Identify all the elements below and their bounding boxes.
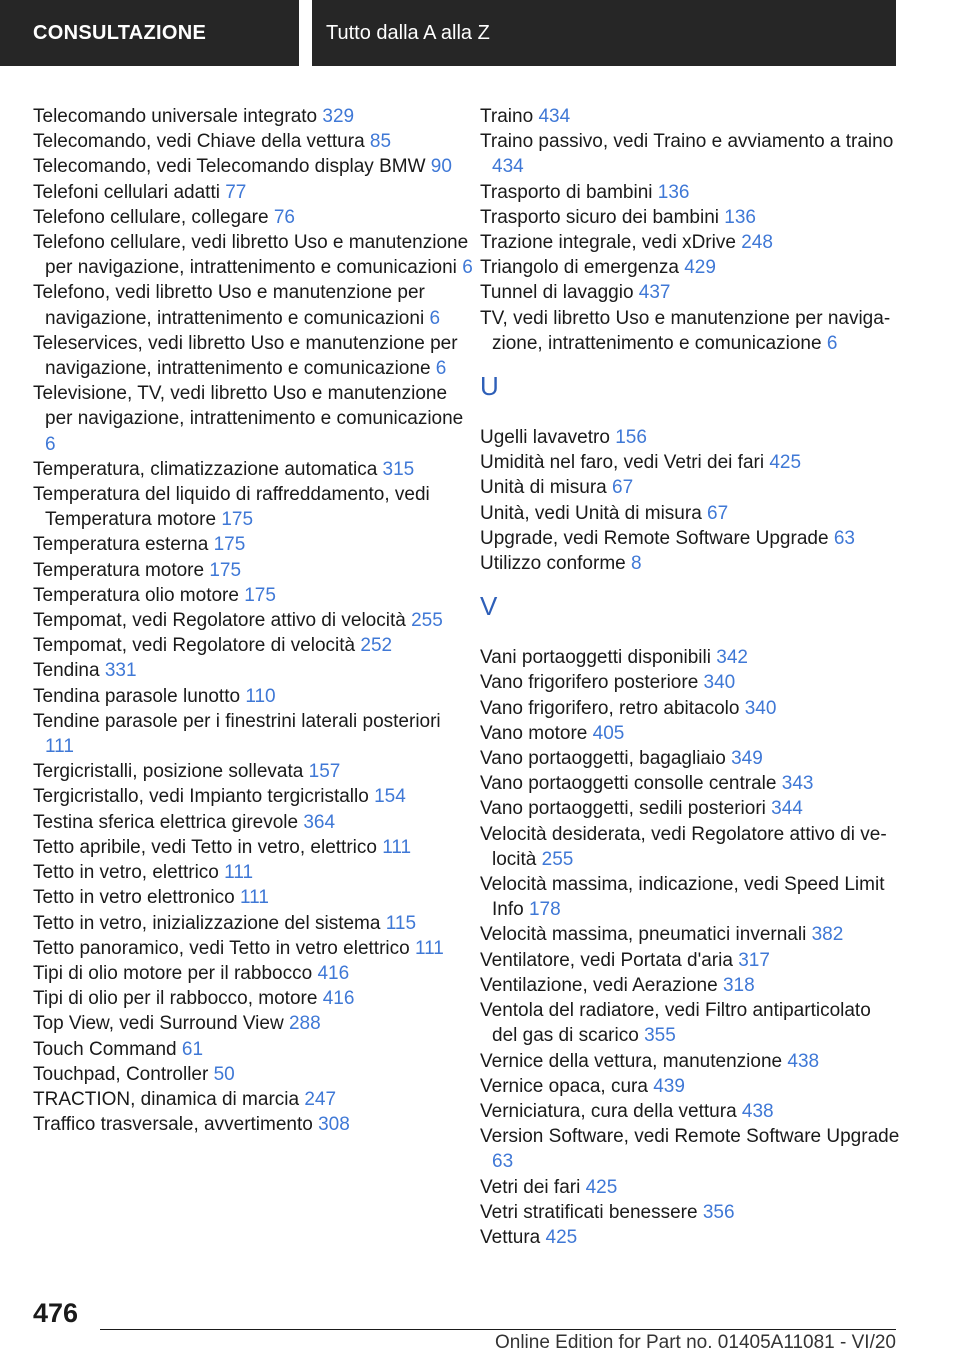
index-entry-text: Vano portaoggetti consolle centrale <box>480 773 777 795</box>
index-entry <box>33 608 473 633</box>
index-entry <box>480 450 900 475</box>
index-page-link[interactable]: 136 <box>724 206 756 228</box>
index-page-link[interactable]: 50 <box>213 1063 235 1085</box>
index-entry-text: Vettura <box>480 1226 541 1248</box>
index-letter-heading: U <box>480 371 499 402</box>
index-page-link[interactable]: 110 <box>245 685 276 707</box>
index-page-link[interactable]: 67 <box>612 477 634 499</box>
index-entry <box>33 457 473 482</box>
index-entry-text: Ventilazione, vedi Aerazione <box>480 974 718 996</box>
index-page-link[interactable]: 111 <box>382 836 412 858</box>
index-page-link[interactable]: 248 <box>741 232 773 254</box>
index-page-link[interactable]: 437 <box>638 282 671 304</box>
index-entry <box>480 1175 900 1200</box>
index-entry-text: Ventola del radiatore, vedi Filtro antiparticolato del gas di scarico <box>480 1000 871 1047</box>
index-entry <box>480 1099 900 1124</box>
index-entry-text: Trasporto di bambini <box>480 181 653 203</box>
index-entry-text: Tendina parasole lunotto <box>33 685 241 707</box>
index-entry-text: Vetri stratificati benessere <box>480 1201 698 1223</box>
index-entry <box>480 948 900 973</box>
index-entry-text: Unità, vedi Unità di misura <box>480 502 702 524</box>
index-entry <box>33 633 473 658</box>
index-entry <box>33 1087 473 1112</box>
index-entry <box>480 1074 900 1099</box>
index-entry-text: Tendina <box>33 660 100 682</box>
index-entry-text: TRACTION, dinamica di marcia <box>33 1088 300 1110</box>
index-entry <box>480 973 900 998</box>
index-entry <box>33 784 473 809</box>
index-page-link[interactable]: 111 <box>45 736 74 758</box>
index-entry <box>480 526 900 551</box>
index-entry-text: Trazione integrale, vedi xDrive <box>480 232 736 254</box>
index-entry-text: Tipi di olio per il rabbocco, motore <box>33 988 318 1010</box>
index-page-link[interactable]: 111 <box>414 937 444 959</box>
index-entry <box>480 1049 900 1074</box>
index-page-link[interactable]: 175 <box>221 509 254 531</box>
index-entry-text: Telefono cellulare, vedi libretto Uso e manutenzione per navigazione, intrattenimento e comunicazioni <box>33 232 469 279</box>
index-entry <box>480 922 900 947</box>
index-entry <box>33 482 473 532</box>
index-column-right <box>480 104 900 1250</box>
index-page-link[interactable]: 315 <box>382 458 415 480</box>
index-entry-text: Telecomando universale integrato <box>33 106 318 127</box>
index-entry <box>480 230 900 255</box>
index-entry <box>480 1200 900 1225</box>
index-page-link[interactable]: 111 <box>240 887 269 909</box>
index-entry <box>33 911 473 936</box>
index-entry <box>480 670 900 695</box>
index-entry <box>33 885 473 910</box>
index-entry <box>33 1037 473 1062</box>
index-entry-text: Version Software, vedi Remote Software Upgrade <box>480 1126 900 1148</box>
index-entry-text: Umidità nel faro, vedi Vetri dei fari <box>480 452 765 474</box>
index-page-link[interactable]: 429 <box>684 257 716 279</box>
index-page-link[interactable]: 111 <box>224 862 254 884</box>
index-entry <box>33 532 473 557</box>
index-entry-text: Trasporto sicuro dei bambini <box>480 206 720 228</box>
index-entry <box>480 475 900 500</box>
index-page-link[interactable]: 344 <box>771 798 803 820</box>
index-entry-text: Velocità massima, pneumatici invernali <box>480 924 807 946</box>
index-entry <box>33 1062 473 1087</box>
index-entry-text: Vano portaoggetti, bagagliaio <box>480 748 726 770</box>
index-entry-text: Televisione, TV, vedi libretto Uso e manutenzione per navigazione, intrattenimento e comunicazione <box>33 383 464 430</box>
index-entry-text: Triangolo di emergenza <box>480 257 679 279</box>
page-header <box>0 0 960 66</box>
index-entry-text: Teleservices, vedi libretto Uso e manutenzione per navigazione, intrattenimento e comunicazione <box>33 332 458 380</box>
index-column-left <box>33 104 473 1137</box>
index-entry <box>480 696 900 721</box>
index-page-link[interactable]: 6 <box>435 358 447 380</box>
index-entry <box>33 810 473 835</box>
index-entry-text: Vano frigorifero, retro abitacolo <box>480 697 740 719</box>
index-entry <box>33 180 473 205</box>
index-entry-text: Tunnel di lavaggio <box>480 282 634 304</box>
index-page-link[interactable]: 6 <box>462 257 473 279</box>
index-page-link[interactable]: 331 <box>104 660 137 682</box>
index-entry <box>33 961 473 986</box>
index-entry-text: Traino passivo, vedi Traino e avviamento a traino <box>480 131 894 153</box>
index-page-link[interactable]: 77 <box>225 181 247 203</box>
index-entry <box>33 104 473 129</box>
page-number: 476 <box>33 1298 79 1328</box>
index-entry-text: Tempomat, vedi Regolatore attivo di velocità <box>33 610 406 632</box>
index-entry-text: Telecomando, vedi Telecomando display BMW <box>33 156 426 178</box>
index-page-link[interactable]: 63 <box>833 527 855 549</box>
index-page-link[interactable]: 364 <box>303 811 336 833</box>
index-page-link[interactable]: 416 <box>317 962 350 984</box>
index-page-link[interactable]: 157 <box>308 761 341 783</box>
index-entry-text: Vernice opaca, cura <box>480 1075 648 1097</box>
index-entry-text: Tendine parasole per i finestrini laterali posteriori <box>33 710 441 732</box>
index-entry <box>33 684 473 709</box>
index-entry-text: Touchpad, Controller <box>33 1063 209 1085</box>
index-entry-text: Utilizzo conforme <box>480 553 626 575</box>
index-entry-text: Temperatura, climatizzazione automatica <box>33 458 378 480</box>
index-entry-text: Vetri dei fari <box>480 1176 581 1198</box>
index-entry <box>33 280 473 330</box>
index-page-link[interactable]: 329 <box>322 106 355 127</box>
index-entry <box>480 1225 900 1250</box>
index-page-link[interactable]: 439 <box>653 1075 685 1097</box>
index-page-link[interactable]: 434 <box>538 106 571 127</box>
index-page-link[interactable]: 425 <box>545 1226 578 1248</box>
chapter-title: Tutto dalla A alla Z <box>312 0 896 66</box>
index-entry-text: Velocità desiderata, vedi Regolatore attivo di velocità <box>480 823 887 870</box>
index-entry-text: Traino <box>480 106 534 127</box>
index-entry <box>33 860 473 885</box>
index-entry <box>480 998 900 1048</box>
index-page-link[interactable]: 288 <box>288 1013 321 1035</box>
index-entry-text: Telecomando, vedi Chiave della vettura <box>33 131 365 153</box>
index-entry <box>480 796 900 821</box>
index-entry <box>480 822 900 872</box>
index-entry <box>33 986 473 1011</box>
index-entry-text: Tetto in vetro, inizializzazione del sistema <box>33 912 381 934</box>
index-entry-text: Unità di misura <box>480 477 607 499</box>
index-page-link[interactable]: 340 <box>744 697 777 719</box>
index-page-link[interactable]: 355 <box>644 1025 676 1047</box>
index-entry <box>33 1011 473 1036</box>
index-page-link[interactable]: 252 <box>360 635 393 657</box>
index-page-link[interactable]: 434 <box>492 156 524 178</box>
index-entry-text: Telefono cellulare, collegare <box>33 206 269 228</box>
index-entry-text: Tempomat, vedi Regolatore di velocità <box>33 635 356 657</box>
index-page-link[interactable]: 349 <box>731 748 763 770</box>
index-page-link[interactable]: 343 <box>781 773 814 795</box>
index-entry-text: Telefono, vedi libretto Uso e manutenzione per navigazione, intrattenimento e comunicazioni <box>33 282 425 329</box>
index-page-link[interactable]: 255 <box>541 848 574 870</box>
index-entry-text: Temperatura del liquido di raffreddamento, vedi Temperatura motore <box>33 484 430 531</box>
index-entry <box>33 558 473 583</box>
index-entry-text: Tergicristalli, posizione sollevata <box>33 761 304 783</box>
index-page-link[interactable]: 6 <box>45 433 56 455</box>
index-entry-text: Vani portaoggetti disponibili <box>480 647 711 669</box>
index-entry <box>33 709 473 759</box>
index-entry-text: Verniciatura, cura della vettura <box>480 1100 737 1122</box>
index-page-link[interactable]: 90 <box>430 156 452 178</box>
index-entry-text: Touch Command <box>33 1038 177 1060</box>
index-entry <box>480 872 900 922</box>
section-tab: CONSULTAZIONE <box>0 0 299 66</box>
index-page-link[interactable]: 247 <box>304 1088 337 1110</box>
index-page-link[interactable]: 416 <box>322 988 355 1010</box>
index-entry <box>480 1124 900 1174</box>
index-page-link[interactable]: 175 <box>209 559 242 581</box>
index-page-link[interactable]: 156 <box>615 427 647 449</box>
index-entry <box>480 104 900 129</box>
index-page-link[interactable]: 136 <box>657 181 690 203</box>
index-page-link[interactable]: 438 <box>741 1100 774 1122</box>
index-page-link[interactable]: 438 <box>787 1050 820 1072</box>
index-entry-text: Traffico trasversale, avvertimento <box>33 1114 313 1136</box>
index-page-link[interactable]: 308 <box>318 1114 350 1136</box>
index-entry <box>480 280 900 305</box>
index-entry-text: Velocità massima, indicazione, vedi Speed Limit Info <box>480 874 885 921</box>
index-entry <box>480 306 900 356</box>
index-entry <box>480 645 900 670</box>
index-entry-text: Vano motore <box>480 722 588 744</box>
index-entry <box>33 381 473 457</box>
index-entry-text: Ventilatore, vedi Portata d'aria <box>480 949 733 971</box>
index-page-link[interactable]: 342 <box>716 647 748 669</box>
index-page-link[interactable]: 318 <box>722 974 755 996</box>
index-entry-text: Tetto in vetro, elettrico <box>33 862 219 884</box>
index-page-link[interactable]: 425 <box>769 452 802 474</box>
edition-note: Online Edition for Part no. 01405A11081 - VI/20 <box>494 1332 896 1353</box>
index-page-link[interactable]: 115 <box>385 912 417 934</box>
index-page-link[interactable]: 382 <box>811 924 844 946</box>
index-entry <box>480 180 900 205</box>
index-page-link[interactable]: 76 <box>273 206 295 228</box>
index-page-link[interactable]: 255 <box>411 610 443 632</box>
index-entry <box>480 205 900 230</box>
index-page-link[interactable]: 317 <box>738 949 770 971</box>
index-entry <box>33 658 473 683</box>
index-entry <box>480 746 900 771</box>
index-entry-text: Telefoni cellulari adatti <box>33 181 220 203</box>
index-page-link[interactable]: 425 <box>585 1176 618 1198</box>
index-entry-text: Tetto apribile, vedi Tetto in vetro, elettrico <box>33 836 377 858</box>
index-entry-text: Tetto panoramico, vedi Tetto in vetro elettrico <box>33 937 410 959</box>
index-entry-text: Tipi di olio motore per il rabbocco <box>33 962 313 984</box>
index-page-link[interactable]: 178 <box>528 899 561 921</box>
index-entry <box>33 583 473 608</box>
index-page-link[interactable]: 405 <box>592 722 625 744</box>
index-entry <box>33 331 473 381</box>
index-entry <box>33 835 473 860</box>
index-page-link[interactable]: 340 <box>703 672 736 694</box>
index-page-link[interactable]: 175 <box>244 584 276 606</box>
index-entry-text: Vano portaoggetti, sedili posteriori <box>480 798 766 820</box>
index-entry-text: Testina sferica elettrica girevole <box>33 811 299 833</box>
index-page-link[interactable]: 6 <box>826 332 838 354</box>
index-page-link[interactable]: 154 <box>374 786 406 808</box>
index-entry <box>33 1112 473 1137</box>
index-entry <box>33 154 473 179</box>
index-entry-text: Tetto in vetro elettronico <box>33 887 235 909</box>
index-entry <box>480 721 900 746</box>
index-entry <box>33 129 473 154</box>
index-page-link[interactable]: 67 <box>707 502 729 524</box>
index-entry-text: Temperatura motore <box>33 559 205 581</box>
index-letter-heading: V <box>480 591 498 622</box>
index-page-link[interactable]: 8 <box>631 553 642 575</box>
index-entry-text: TV, vedi libretto Uso e manutenzione per navigazione, intrattenimento e comunicazione <box>480 307 891 354</box>
index-page-link[interactable]: 61 <box>181 1038 204 1060</box>
index-entry-text: Temperatura olio motore <box>33 584 239 606</box>
index-entry <box>480 771 900 796</box>
index-page-link[interactable]: 356 <box>702 1201 735 1223</box>
index-entry <box>480 425 900 450</box>
index-entry-text: Tergicristallo, vedi Impianto tergicristallo <box>33 786 369 808</box>
index-entry-text: Top View, vedi Surround View <box>33 1013 284 1035</box>
index-entry <box>480 551 900 576</box>
index-entry <box>33 936 473 961</box>
index-entry-text: Vernice della vettura, manutenzione <box>480 1050 783 1072</box>
index-page-link[interactable]: 175 <box>213 534 246 556</box>
index-entry-text: Ugelli lavavetro <box>480 427 610 449</box>
index-page-link[interactable]: 6 <box>429 307 441 329</box>
index-entry <box>480 501 900 526</box>
index-entry <box>33 230 473 280</box>
index-entry-text: Upgrade, vedi Remote Software Upgrade <box>480 527 829 549</box>
index-entry <box>33 759 473 784</box>
index-entry <box>480 255 900 280</box>
index-entry <box>33 205 473 230</box>
index-entry <box>480 129 900 179</box>
footer-divider <box>100 1329 896 1330</box>
index-entry-text: Temperatura esterna <box>33 534 209 556</box>
index-entry-text: Vano frigorifero posteriore <box>480 672 699 694</box>
index-page-link[interactable]: 63 <box>492 1151 514 1173</box>
index-page-link[interactable]: 85 <box>369 131 392 153</box>
